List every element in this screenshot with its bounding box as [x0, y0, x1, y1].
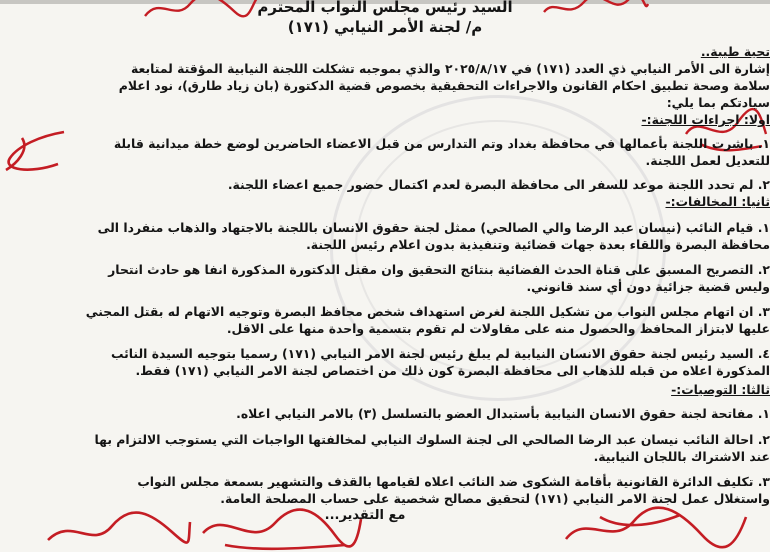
- intro-line-1: إشارة الى الأمر النيابي ذي العدد (١٧١) في ٢٠٢٥/٨/١٧ والذي بموجبه تشكلت اللجنة النيابية المؤقتة لمتابعة: [130, 61, 770, 76]
- violations-item-1-line-1: ١. قيام النائب (نيسان عبد الرضا والي الصالحي) ممثل لجنة حقوق الانسان باللجنة بالاجتهاد والذهاب منفردا الى: [97, 220, 770, 235]
- recommendations-item-2-line-2: عند الاشتراك باللجان النيابية.: [593, 449, 770, 464]
- procedures-item-1-line-1: ١. باشرت اللجنة بأعمالها في محافظة بغداد وتم التدارس من قبل الاعضاء الحاضرين لوضع خطة ميدانية قابلة: [113, 136, 770, 151]
- violations-item-1-line-2: محافظة البصرة واللقاء بعدة جهات قضائية وتنفيذية بدون اعلام رئيس اللجنة.: [306, 237, 770, 252]
- violations-item-3-line-2: عليها لابتزاز المحافظ والحصول منه على مقاولات لم تقوم بتسمية واحدة منها على الاقل.: [226, 321, 770, 336]
- violations-item-2-line-1: ٢. التصريح المسبق على قناة الحدث الفضائية بنتائج التحقيق وان مقتل الدكتورة المذكورة انفا هو حادث انتحار: [108, 262, 770, 277]
- section-title-recommendations: ثالثا: التوصيات:-: [671, 382, 770, 397]
- section-title-violations: ثانيا: المخالفات:-: [665, 194, 770, 209]
- recommendations-item-2-line-1: ٢. احالة النائب نيسان عبد الرضا الصالحي الى لجنة السلوك النيابي لمخالفتها الواجبات التي يستوجب الالتزام بها: [94, 432, 770, 447]
- section-title-procedures: اولا: اجراءات اللجنة:-: [641, 112, 770, 127]
- procedures-item-1-line-2: للتعديل لعمل اللجنة.: [645, 153, 770, 168]
- subject-line: م/ لجنة الأمر النيابي (١٧١): [287, 18, 483, 36]
- violations-item-2-line-2: وليس قضية جزائية دون أي سند قانوني.: [526, 279, 770, 294]
- greeting: تحية طيبة..: [700, 44, 770, 59]
- violations-item-4-line-1: ٤. السيد رئيس لجنة حقوق الانسان النيابية لم يبلغ رئيس لجنة الامر النيابي (١٧١) رسميا بتوجيه السيدة النائب: [111, 346, 770, 361]
- recommendations-item-1: ١. مفاتحة لجنة حقوق الانسان النيابية بأستبدال العضو بالتسلسل (٣) بالامر النيابي اعلاه.: [236, 406, 770, 421]
- recommendations-item-3-line-2: واستغلال عمل لجنة الامر النيابي (١٧١) لتحقيق مصالح شخصية على حساب المصلحة العامة.: [220, 491, 770, 506]
- violations-item-4-line-2: المذكورة اعلاه من قبله للذهاب الى محافظة البصرة كون ذلك من اختصاص لجنة الامر النيابي (١٧١) فقط.: [135, 363, 770, 378]
- intro-line-3: سيادتكم بما يلي:: [666, 95, 770, 110]
- procedures-item-2: ٢. لم تحدد اللجنة موعد للسفر الى محافظة البصرة لعدم اكتمال حضور جميع اعضاء اللجنة.: [227, 177, 770, 192]
- closing-regards: مع التقدير...: [324, 508, 406, 523]
- intro-line-2: سلامة وصحة تطبيق احكام القانون والاجراءات التحقيقية بخصوص قضية الدكتورة (بان زياد طارق)، نود اعلام: [118, 78, 770, 93]
- recommendations-item-3-line-1: ٣. تكليف الدائرة القانونية بأقامة الشكوى ضد النائب اعلاه لقيامها بالقذف والتشهير بسمعة مجلس النواب: [137, 474, 770, 489]
- violations-item-3-line-1: ٣. ان اتهام مجلس النواب من تشكيل اللجنة لغرض استهداف شخص محافظ البصرة وتوجيه الاتهام له بقتل المجني: [85, 304, 770, 319]
- addressee-line: السيد رئيس مجلس النواب المحترم: [257, 0, 513, 16]
